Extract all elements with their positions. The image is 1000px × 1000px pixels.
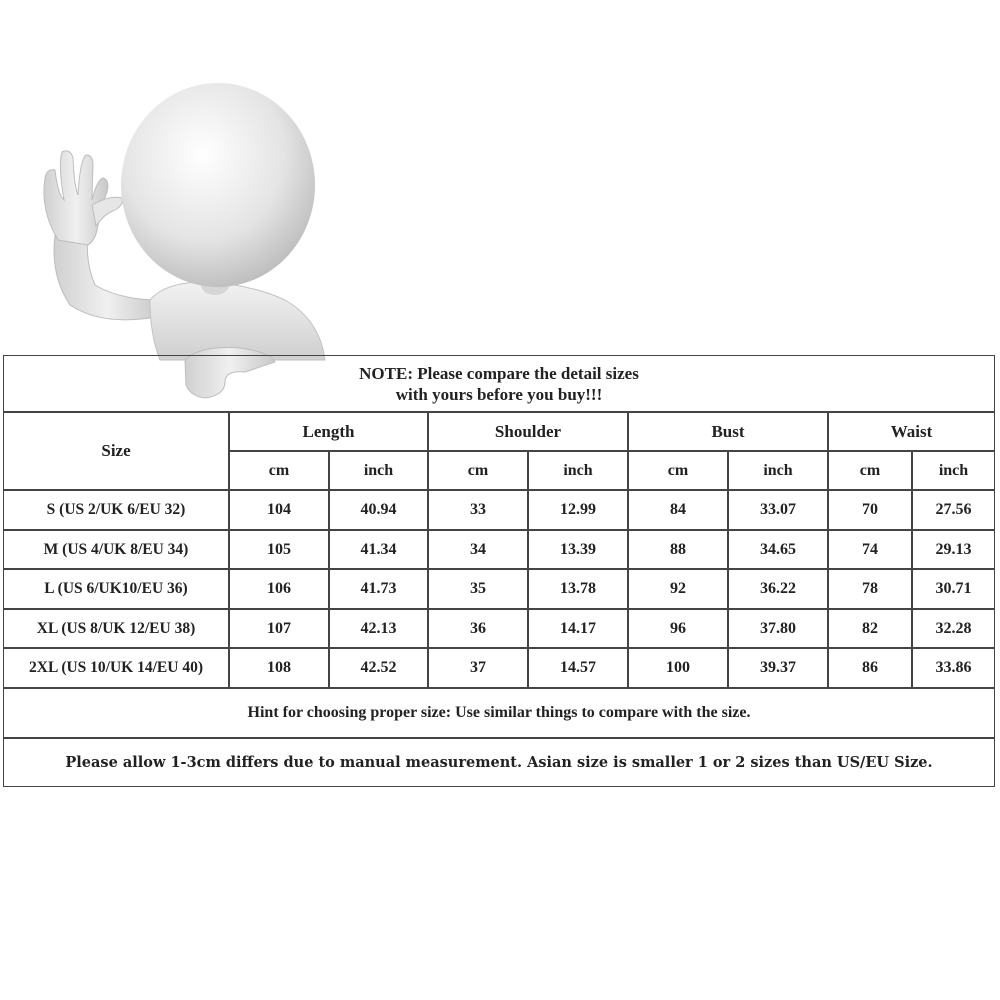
note-line-2: with yours before you buy!!! [395, 384, 603, 404]
table-cell: 74 [828, 530, 912, 569]
table-cell: 84 [628, 490, 728, 530]
table-cell: 108 [229, 648, 329, 688]
unit-header: cm [628, 451, 728, 490]
table-cell: 42.52 [329, 648, 428, 688]
table-cell: 88 [628, 530, 728, 569]
header-size: Size [3, 412, 229, 490]
table-cell: 33 [428, 490, 528, 530]
size-label: XL (US 8/UK 12/EU 38) [3, 609, 229, 648]
disclaimer-text: Please allow 1-3cm differs due to manual measurement. Asian size is smaller 1 or 2 sizes than US/EU Size. [3, 738, 995, 787]
table-cell: 70 [828, 490, 912, 530]
table-cell: 40.94 [329, 490, 428, 530]
header-length: Length [229, 412, 428, 451]
note-cell [3, 355, 995, 412]
unit-header: inch [728, 451, 828, 490]
table-cell: 36.22 [728, 569, 828, 609]
table-cell: 35 [428, 569, 528, 609]
table-cell: 29.13 [912, 530, 995, 569]
unit-header: cm [828, 451, 912, 490]
unit-header: cm [428, 451, 528, 490]
table-cell: 27.56 [912, 490, 995, 530]
table-cell: 107 [229, 609, 329, 648]
unit-header: inch [912, 451, 995, 490]
table-cell: 82 [828, 609, 912, 648]
table-cell: 30.71 [912, 569, 995, 609]
table-cell: 13.39 [528, 530, 628, 569]
hint-text: Hint for choosing proper size: Use similar things to compare with the size. [3, 688, 995, 738]
note-line-1: NOTE: Please compare the detail sizes [359, 363, 639, 383]
table-cell: 42.13 [329, 609, 428, 648]
table-cell: 14.57 [528, 648, 628, 688]
header-shoulder: Shoulder [428, 412, 628, 451]
table-cell: 13.78 [528, 569, 628, 609]
unit-header: cm [229, 451, 329, 490]
table-cell: 12.99 [528, 490, 628, 530]
unit-header: inch [329, 451, 428, 490]
header-waist: Waist [828, 412, 995, 451]
table-cell: 78 [828, 569, 912, 609]
table-cell: 37 [428, 648, 528, 688]
size-label: L (US 6/UK10/EU 36) [3, 569, 229, 609]
table-cell: 33.86 [912, 648, 995, 688]
table-cell: 32.28 [912, 609, 995, 648]
unit-header: inch [528, 451, 628, 490]
table-cell: 41.34 [329, 530, 428, 569]
size-label: M (US 4/UK 8/EU 34) [3, 530, 229, 569]
table-cell: 106 [229, 569, 329, 609]
table-cell: 33.07 [728, 490, 828, 530]
table-cell: 104 [229, 490, 329, 530]
table-cell: 100 [628, 648, 728, 688]
table-cell: 96 [628, 609, 728, 648]
table-cell: 105 [229, 530, 329, 569]
table-cell: 92 [628, 569, 728, 609]
size-label: 2XL (US 10/UK 14/EU 40) [3, 648, 229, 688]
table-cell: 37.80 [728, 609, 828, 648]
table-cell: 41.73 [329, 569, 428, 609]
table-cell: 14.17 [528, 609, 628, 648]
table-cell: 36 [428, 609, 528, 648]
header-bust: Bust [628, 412, 828, 451]
table-cell: 34 [428, 530, 528, 569]
table-cell: 39.37 [728, 648, 828, 688]
table-cell: 86 [828, 648, 912, 688]
table-cell: 34.65 [728, 530, 828, 569]
size-label: S (US 2/UK 6/EU 32) [3, 490, 229, 530]
